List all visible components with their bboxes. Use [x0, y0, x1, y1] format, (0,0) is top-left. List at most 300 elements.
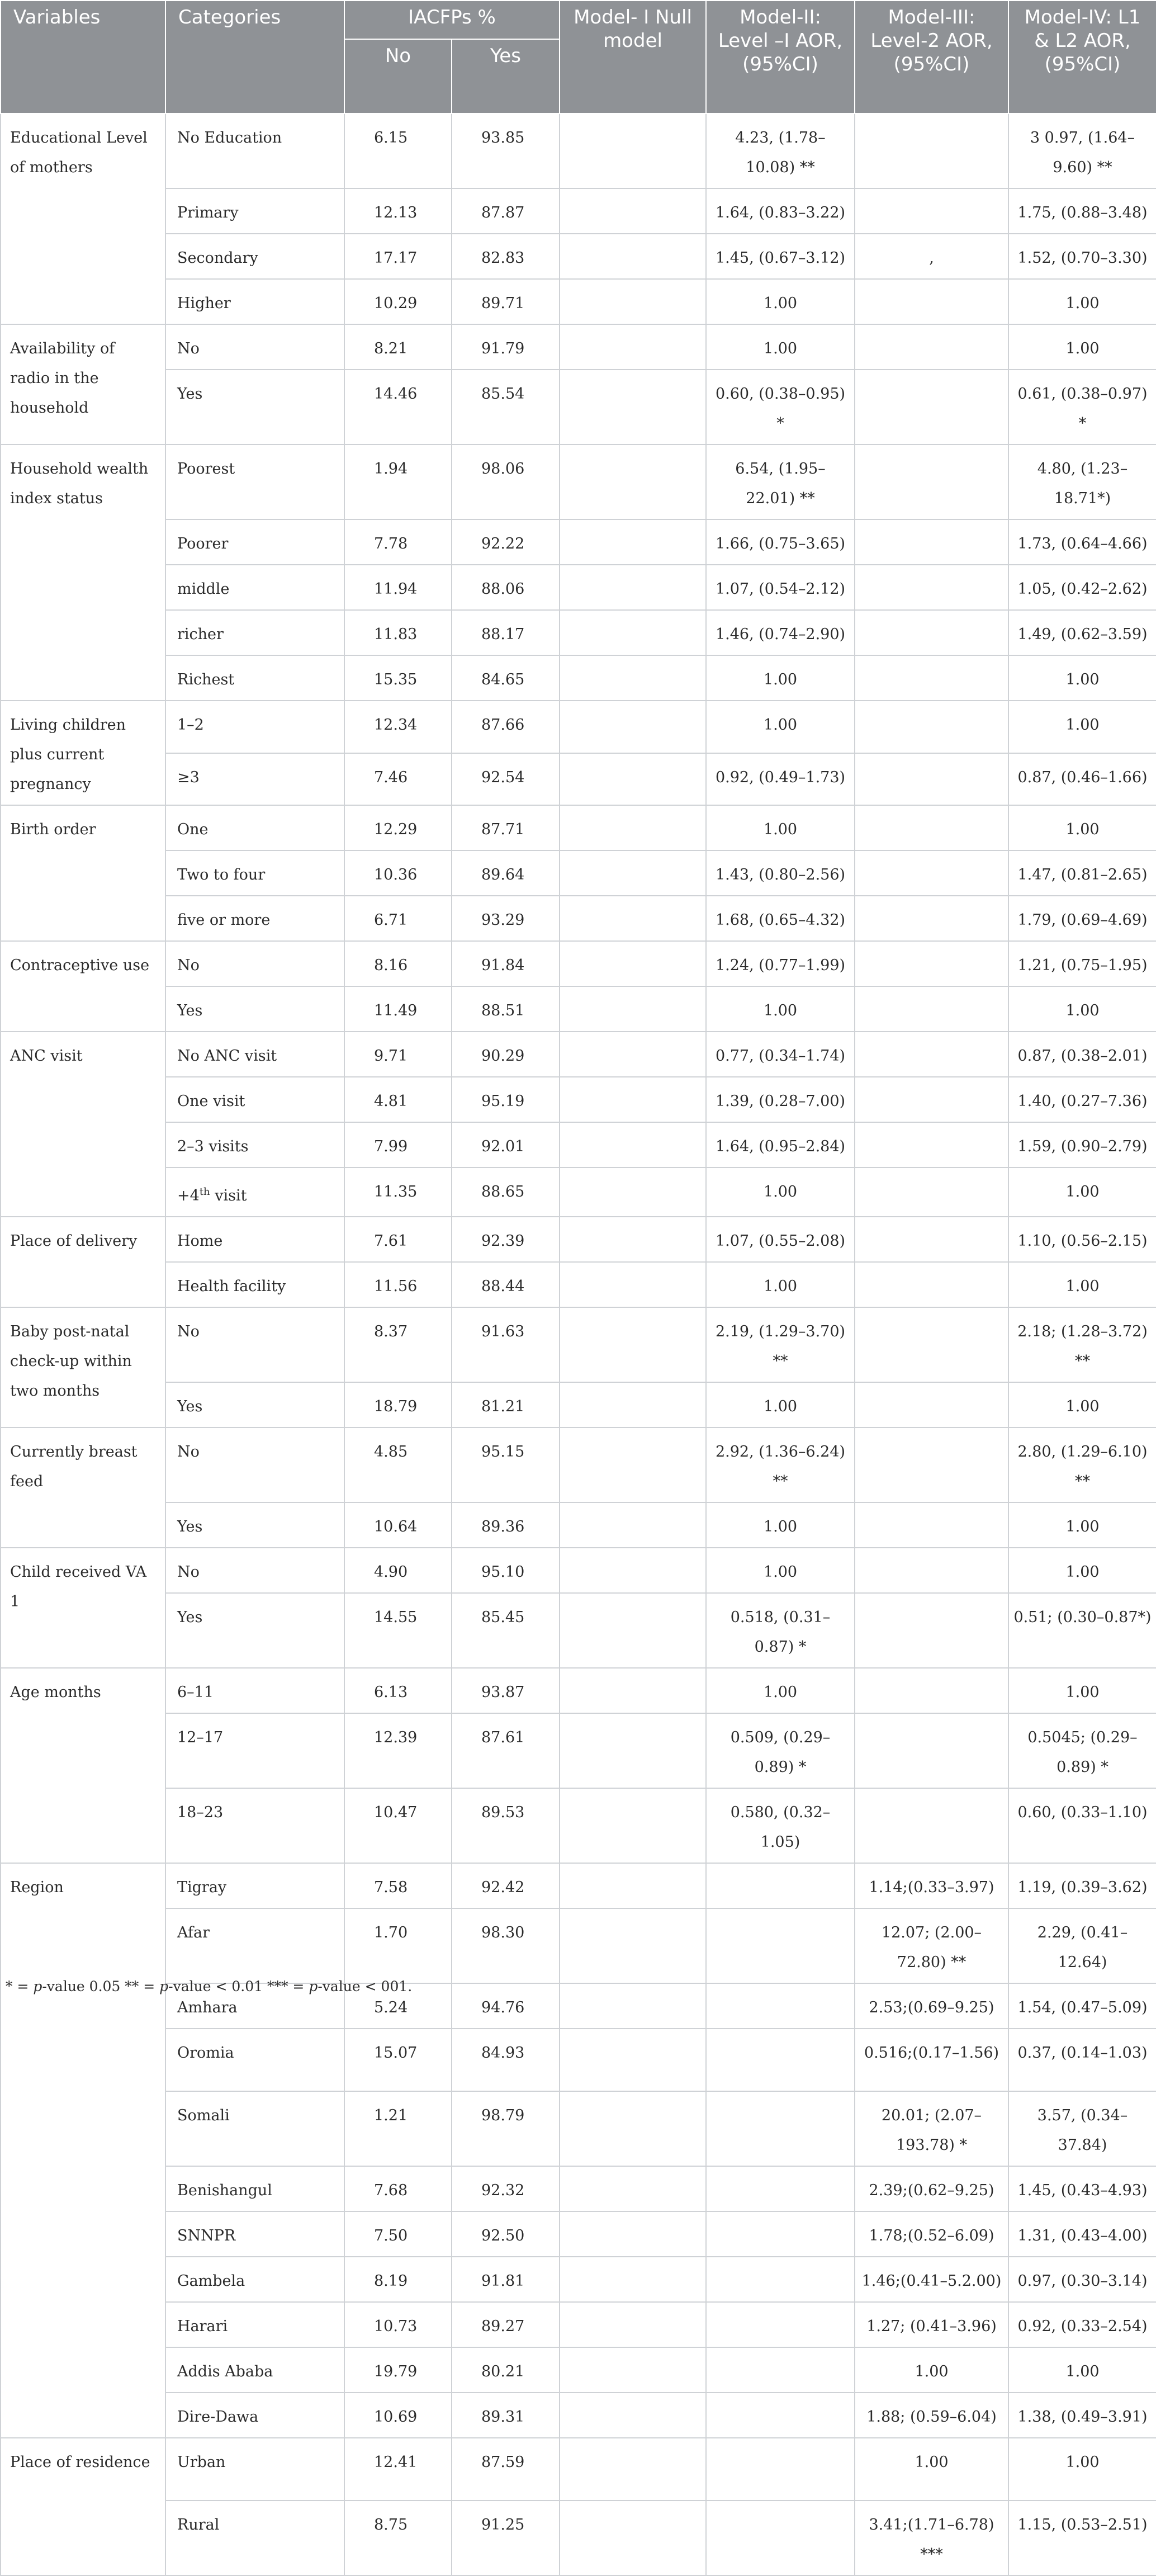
- table-row: [1, 805, 1156, 850]
- iacfps-yes-cell: 92.50: [452, 2211, 560, 2257]
- model-4-cell: 0.5045; (0.29–0.89) *: [1008, 1713, 1156, 1788]
- model-4-cell: 1.00: [1008, 1262, 1156, 1307]
- iacfps-yes-cell: 93.85: [452, 114, 560, 188]
- iacfps-no-cell: 7.61: [344, 1217, 452, 1262]
- iacfps-yes-cell: 92.42: [452, 1863, 560, 1908]
- model-3-cell: [855, 1307, 1008, 1382]
- model-4-cell: 1.00: [1008, 805, 1156, 850]
- variable-cell: Place of delivery: [1, 1217, 165, 1307]
- iacfps-no-cell: 18.79: [344, 1382, 452, 1428]
- model-2-cell: 0.92, (0.49–1.73): [706, 753, 855, 806]
- iacfps-no-cell: 15.35: [344, 655, 452, 701]
- iacfps-no-cell: 8.37: [344, 1307, 452, 1382]
- model-1-cell: [560, 655, 706, 701]
- model-1-cell: [560, 2302, 706, 2347]
- model-3-cell: [855, 1593, 1008, 1668]
- model-3-cell: 1.78;(0.52–6.09): [855, 2211, 1008, 2257]
- iacfps-yes-cell: 88.17: [452, 610, 560, 655]
- model-4-cell: 1.52, (0.70–3.30): [1008, 234, 1156, 279]
- iacfps-yes-cell: 90.29: [452, 1032, 560, 1077]
- model-2-cell: 1.00: [706, 701, 855, 753]
- model-2-cell: [706, 1983, 855, 2029]
- model-2-cell: 1.68, (0.65–4.32): [706, 896, 855, 941]
- model-2-cell: 0.60, (0.38–0.95) *: [706, 370, 855, 445]
- category-cell: Harari: [165, 2302, 344, 2347]
- table-row: [1, 234, 1156, 279]
- model-4-cell: 0.92, (0.33–2.54): [1008, 2302, 1156, 2347]
- category-cell: Yes: [165, 986, 344, 1032]
- iacfps-yes-cell: 91.81: [452, 2257, 560, 2302]
- model-1-cell: [560, 445, 706, 519]
- model-1-cell: [560, 188, 706, 234]
- model-1-cell: [560, 1032, 706, 1077]
- category-cell: Gambela: [165, 2257, 344, 2302]
- iacfps-no-cell: 10.64: [344, 1502, 452, 1548]
- iacfps-no-cell: 7.58: [344, 1863, 452, 1908]
- model-2-cell: 1.66, (0.75–3.65): [706, 519, 855, 565]
- model-1-cell: [560, 2091, 706, 2166]
- category-cell: Health facility: [165, 1262, 344, 1307]
- iacfps-yes-cell: 95.10: [452, 1548, 560, 1593]
- model-2-cell: 1.07, (0.55–2.08): [706, 1217, 855, 1262]
- iacfps-yes-cell: 89.36: [452, 1502, 560, 1548]
- iacfps-no-cell: 5.24: [344, 1983, 452, 2029]
- iacfps-yes-cell: 92.39: [452, 1217, 560, 1262]
- category-cell: [165, 1168, 344, 1217]
- table-row: [1, 1548, 1156, 1593]
- model-1-cell: [560, 753, 706, 806]
- model-3-cell: 2.53;(0.69–9.25): [855, 1983, 1008, 2029]
- header-row-1: [1, 1, 1156, 39]
- iacfps-no-cell: 11.49: [344, 986, 452, 1032]
- category-cell: Yes: [165, 1382, 344, 1428]
- model-2-cell: 0.509, (0.29–0.89) *: [706, 1713, 855, 1788]
- table-row: [1, 565, 1156, 610]
- category-cell: One visit: [165, 1077, 344, 1122]
- iacfps-no-cell: 1.70: [344, 1908, 452, 1983]
- category-cell: No Education: [165, 114, 344, 188]
- model-3-cell: [855, 1077, 1008, 1122]
- variable-cell: Educational Level of mothers: [1, 114, 165, 324]
- variable-cell: Region: [1, 1863, 165, 2438]
- model-3-cell: 20.01; (2.07– 193.78) *: [855, 2091, 1008, 2166]
- model-1-cell: [560, 324, 706, 370]
- category-text-tail: visit: [210, 1187, 247, 1204]
- table-row: [1, 701, 1156, 753]
- variable-cell: Currently breast feed: [1, 1428, 165, 1548]
- model-4-cell: 0.60, (0.33–1.10): [1008, 1788, 1156, 1863]
- iacfps-no-cell: 8.19: [344, 2257, 452, 2302]
- model-3-cell: [855, 1788, 1008, 1863]
- model-4-cell: 1.00: [1008, 1382, 1156, 1428]
- model-4-cell: 1.00: [1008, 986, 1156, 1032]
- model-1-cell: [560, 565, 706, 610]
- iacfps-no-cell: 11.56: [344, 1262, 452, 1307]
- model-2-cell: 1.00: [706, 279, 855, 324]
- model-3-cell: [855, 565, 1008, 610]
- iacfps-yes-cell: 93.29: [452, 896, 560, 941]
- iacfps-yes-cell: 89.31: [452, 2393, 560, 2438]
- model-2-cell: [706, 2091, 855, 2166]
- header-yes: Yes: [452, 39, 560, 114]
- model-4-cell: 1.00: [1008, 324, 1156, 370]
- model-1-cell: [560, 2257, 706, 2302]
- iacfps-no-cell: 12.29: [344, 805, 452, 850]
- table-row: [1, 2438, 1156, 2501]
- category-cell: Home: [165, 1217, 344, 1262]
- model-2-cell: 1.46, (0.74–2.90): [706, 610, 855, 655]
- table-row: [1, 2091, 1156, 2166]
- table-row: [1, 445, 1156, 519]
- model-1-cell: [560, 1668, 706, 1713]
- category-cell: No: [165, 324, 344, 370]
- footnote: * = p-value 0.05 ** = p-value < 0.01 *** = p-value < 001.: [6, 1978, 413, 1994]
- model-2-cell: 6.54, (1.95–22.01) **: [706, 445, 855, 519]
- category-cell: Two to four: [165, 850, 344, 896]
- iacfps-yes-cell: 87.66: [452, 701, 560, 753]
- model-1-cell: [560, 2393, 706, 2438]
- model-4-cell: 0.51; (0.30–0.87*): [1008, 1593, 1156, 1668]
- model-1-cell: [560, 610, 706, 655]
- category-cell: 1–2: [165, 701, 344, 753]
- model-2-cell: 0.518, (0.31–0.87) *: [706, 1593, 855, 1668]
- table-row: [1, 753, 1156, 806]
- model-3-cell: [855, 324, 1008, 370]
- iacfps-no-cell: 12.41: [344, 2438, 452, 2501]
- iacfps-no-cell: 10.73: [344, 2302, 452, 2347]
- model-3-cell: 12.07; (2.00–72.80) **: [855, 1908, 1008, 1983]
- category-cell: No: [165, 1548, 344, 1593]
- table-row: [1, 1788, 1156, 1863]
- model-2-cell: 1.00: [706, 805, 855, 850]
- model-1-cell: [560, 279, 706, 324]
- iacfps-no-cell: 10.47: [344, 1788, 452, 1863]
- model-2-cell: 1.00: [706, 1382, 855, 1428]
- model-1-cell: [560, 2501, 706, 2575]
- category-cell: Richest: [165, 655, 344, 701]
- model-2-cell: 1.00: [706, 1668, 855, 1713]
- model-2-cell: [706, 2029, 855, 2091]
- model-4-cell: 1.00: [1008, 2347, 1156, 2393]
- model-2-cell: 2.92, (1.36–6.24) **: [706, 1428, 855, 1502]
- model-2-cell: 1.45, (0.67–3.12): [706, 234, 855, 279]
- model-3-cell: [855, 1713, 1008, 1788]
- model-4-cell: 1.00: [1008, 1168, 1156, 1217]
- iacfps-no-cell: 12.34: [344, 701, 452, 753]
- table-row: [1, 1863, 1156, 1908]
- iacfps-yes-cell: 88.06: [452, 565, 560, 610]
- category-cell: Secondary: [165, 234, 344, 279]
- model-1-cell: [560, 1217, 706, 1262]
- iacfps-yes-cell: 85.54: [452, 370, 560, 445]
- model-1-cell: [560, 1122, 706, 1168]
- category-cell: No: [165, 1307, 344, 1382]
- model-1-cell: [560, 701, 706, 753]
- model-3-cell: ,: [855, 234, 1008, 279]
- model-4-cell: 0.87, (0.46–1.66): [1008, 753, 1156, 806]
- table-row: [1, 655, 1156, 701]
- category-cell: No: [165, 1428, 344, 1502]
- iacfps-yes-cell: 80.21: [452, 2347, 560, 2393]
- model-4-cell: 1.00: [1008, 1548, 1156, 1593]
- category-cell: One: [165, 805, 344, 850]
- model-4-cell: 3.57, (0.34–37.84): [1008, 2091, 1156, 2166]
- category-cell: Yes: [165, 1593, 344, 1668]
- model-3-cell: [855, 753, 1008, 806]
- model-4-cell: 2.18; (1.28–3.72) **: [1008, 1307, 1156, 1382]
- model-2-cell: [706, 1863, 855, 1908]
- category-cell: Somali: [165, 2091, 344, 2166]
- variable-cell: Baby post-natal check-up within two months: [1, 1307, 165, 1428]
- model-3-cell: 3.41;(1.71–6.78) ***: [855, 2501, 1008, 2575]
- model-1-cell: [560, 1593, 706, 1668]
- model-1-cell: [560, 1863, 706, 1908]
- header-model-1: Model- I Null model: [560, 1, 706, 114]
- iacfps-no-cell: 12.39: [344, 1713, 452, 1788]
- table-row: [1, 279, 1156, 324]
- variable-cell: Household wealth index status: [1, 445, 165, 701]
- table-row: [1, 1502, 1156, 1548]
- iacfps-yes-cell: 84.93: [452, 2029, 560, 2091]
- category-cell: Oromia: [165, 2029, 344, 2091]
- iacfps-no-cell: 9.71: [344, 1032, 452, 1077]
- table-row: [1, 2166, 1156, 2211]
- category-cell: 12–17: [165, 1713, 344, 1788]
- model-1-cell: [560, 2438, 706, 2501]
- model-3-cell: 1.00: [855, 2347, 1008, 2393]
- model-4-cell: 1.00: [1008, 1668, 1156, 1713]
- model-2-cell: 1.00: [706, 1502, 855, 1548]
- model-1-cell: [560, 370, 706, 445]
- iacfps-yes-cell: 89.53: [452, 1788, 560, 1863]
- table-row: [1, 370, 1156, 445]
- model-4-cell: 1.38, (0.49–3.91): [1008, 2393, 1156, 2438]
- model-1-cell: [560, 1908, 706, 1983]
- model-4-cell: 1.31, (0.43–4.00): [1008, 2211, 1156, 2257]
- iacfps-no-cell: 4.90: [344, 1548, 452, 1593]
- model-3-cell: 1.14;(0.33–3.97): [855, 1863, 1008, 1908]
- iacfps-no-cell: 7.78: [344, 519, 452, 565]
- model-4-cell: 1.19, (0.39–3.62): [1008, 1863, 1156, 1908]
- model-1-cell: [560, 1168, 706, 1217]
- table-row: [1, 1668, 1156, 1713]
- header-no: No: [344, 39, 452, 114]
- iacfps-yes-cell: 82.83: [452, 234, 560, 279]
- model-2-cell: 1.07, (0.54–2.12): [706, 565, 855, 610]
- iacfps-no-cell: 11.83: [344, 610, 452, 655]
- model-1-cell: [560, 1382, 706, 1428]
- model-3-cell: [855, 1428, 1008, 1502]
- model-4-cell: 0.87, (0.38–2.01): [1008, 1032, 1156, 1077]
- model-4-cell: 1.10, (0.56–2.15): [1008, 1217, 1156, 1262]
- model-1-cell: [560, 850, 706, 896]
- iacfps-yes-cell: 98.30: [452, 1908, 560, 1983]
- category-cell: 6–11: [165, 1668, 344, 1713]
- model-3-cell: [855, 1262, 1008, 1307]
- iacfps-no-cell: 15.07: [344, 2029, 452, 2091]
- model-3-cell: [855, 1382, 1008, 1428]
- model-2-cell: 1.00: [706, 655, 855, 701]
- iacfps-yes-cell: 88.51: [452, 986, 560, 1032]
- category-cell: Poorer: [165, 519, 344, 565]
- category-cell: Poorest: [165, 445, 344, 519]
- variable-cell: Age months: [1, 1668, 165, 1863]
- model-4-cell: 0.97, (0.30–3.14): [1008, 2257, 1156, 2302]
- header-model-3: Model-III: Level-2 AOR, (95%CI): [855, 1, 1008, 114]
- variable-cell: Child received VA 1: [1, 1548, 165, 1668]
- table-row: [1, 610, 1156, 655]
- model-4-cell: 1.75, (0.88–3.48): [1008, 188, 1156, 234]
- model-3-cell: 1.27; (0.41–3.96): [855, 2302, 1008, 2347]
- model-2-cell: 1.00: [706, 324, 855, 370]
- model-4-cell: 1.00: [1008, 701, 1156, 753]
- iacfps-no-cell: 7.99: [344, 1122, 452, 1168]
- table-row: [1, 1713, 1156, 1788]
- table-row: [1, 2029, 1156, 2091]
- table-row: [1, 1593, 1156, 1668]
- model-1-cell: [560, 519, 706, 565]
- model-4-cell: 1.40, (0.27–7.36): [1008, 1077, 1156, 1122]
- iacfps-yes-cell: 87.59: [452, 2438, 560, 2501]
- iacfps-yes-cell: 93.87: [452, 1668, 560, 1713]
- model-2-cell: 1.24, (0.77–1.99): [706, 941, 855, 986]
- table-row: [1, 896, 1156, 941]
- variable-cell: Living children plus current pregnancy: [1, 701, 165, 805]
- model-2-cell: [706, 2438, 855, 2501]
- category-cell: Yes: [165, 370, 344, 445]
- model-1-cell: [560, 986, 706, 1032]
- model-3-cell: [855, 445, 1008, 519]
- header-iacfps: IACFPs %: [344, 1, 560, 39]
- iacfps-yes-cell: 95.19: [452, 1077, 560, 1122]
- table-row: [1, 1077, 1156, 1122]
- model-1-cell: [560, 1788, 706, 1863]
- iacfps-yes-cell: 87.61: [452, 1713, 560, 1788]
- model-4-cell: 1.47, (0.81–2.65): [1008, 850, 1156, 896]
- model-1-cell: [560, 234, 706, 279]
- model-1-cell: [560, 1428, 706, 1502]
- model-3-cell: [855, 850, 1008, 896]
- model-4-cell: 1.79, (0.69–4.69): [1008, 896, 1156, 941]
- category-cell: middle: [165, 565, 344, 610]
- variable-cell: Place of residence: [1, 2438, 165, 2575]
- table-row: [1, 850, 1156, 896]
- model-2-cell: 4.23, (1.78–10.08) **: [706, 114, 855, 188]
- model-4-cell: 1.00: [1008, 279, 1156, 324]
- model-2-cell: 1.00: [706, 986, 855, 1032]
- model-2-cell: 2.19, (1.29–3.70) **: [706, 1307, 855, 1382]
- variable-cell: Contraceptive use: [1, 941, 165, 1032]
- table-row: [1, 519, 1156, 565]
- iacfps-yes-cell: 81.21: [452, 1382, 560, 1428]
- model-2-cell: [706, 2393, 855, 2438]
- model-2-cell: 1.00: [706, 1548, 855, 1593]
- model-2-cell: 0.77, (0.34–1.74): [706, 1032, 855, 1077]
- model-4-cell: 1.05, (0.42–2.62): [1008, 565, 1156, 610]
- model-1-cell: [560, 941, 706, 986]
- model-1-cell: [560, 1983, 706, 2029]
- iacfps-yes-cell: 91.25: [452, 2501, 560, 2575]
- model-4-cell: 1.21, (0.75–1.95): [1008, 941, 1156, 986]
- table-row: [1, 1307, 1156, 1382]
- table-row: [1, 188, 1156, 234]
- category-cell: Primary: [165, 188, 344, 234]
- model-3-cell: [855, 519, 1008, 565]
- header-model-4: Model-IV: L1 & L2 AOR, (95%CI): [1008, 1, 1156, 114]
- iacfps-no-cell: 10.36: [344, 850, 452, 896]
- model-1-cell: [560, 2347, 706, 2393]
- model-3-cell: [855, 1122, 1008, 1168]
- category-cell: five or more: [165, 896, 344, 941]
- iacfps-yes-cell: 91.79: [452, 324, 560, 370]
- iacfps-yes-cell: 98.79: [452, 2091, 560, 2166]
- iacfps-yes-cell: 92.32: [452, 2166, 560, 2211]
- iacfps-no-cell: 7.46: [344, 753, 452, 806]
- iacfps-no-cell: 11.94: [344, 565, 452, 610]
- iacfps-no-cell: 19.79: [344, 2347, 452, 2393]
- model-4-cell: 1.45, (0.43–4.93): [1008, 2166, 1156, 2211]
- table-row: [1, 1382, 1156, 1428]
- iacfps-no-cell: 11.35: [344, 1168, 452, 1217]
- table-row: [1, 1032, 1156, 1077]
- variable-cell: Birth order: [1, 805, 165, 941]
- iacfps-no-cell: 6.13: [344, 1668, 452, 1713]
- category-cell: Yes: [165, 1502, 344, 1548]
- model-1-cell: [560, 2166, 706, 2211]
- model-3-cell: 1.46;(0.41–5.2.00): [855, 2257, 1008, 2302]
- category-cell: Tigray: [165, 1863, 344, 1908]
- model-3-cell: 1.88; (0.59–6.04): [855, 2393, 1008, 2438]
- table-row: [1, 2393, 1156, 2438]
- variable-cell: ANC visit: [1, 1032, 165, 1217]
- model-3-cell: [855, 1168, 1008, 1217]
- table-row: [1, 1262, 1156, 1307]
- variable-cell: Availability of radio in the household: [1, 324, 165, 445]
- iacfps-yes-cell: 94.76: [452, 1983, 560, 2029]
- model-1-cell: [560, 114, 706, 188]
- model-2-cell: 1.64, (0.95–2.84): [706, 1122, 855, 1168]
- category-cell: No: [165, 941, 344, 986]
- model-2-cell: 1.39, (0.28–7.00): [706, 1077, 855, 1122]
- model-2-cell: [706, 2166, 855, 2211]
- model-2-cell: [706, 2501, 855, 2575]
- model-2-cell: 1.64, (0.83–3.22): [706, 188, 855, 234]
- model-4-cell: 4.80, (1.23–18.71*): [1008, 445, 1156, 519]
- category-cell: Urban: [165, 2438, 344, 2501]
- iacfps-no-cell: 10.69: [344, 2393, 452, 2438]
- table-row: [1, 2347, 1156, 2393]
- table-row: [1, 1428, 1156, 1502]
- model-2-cell: 1.00: [706, 1168, 855, 1217]
- iacfps-no-cell: 12.13: [344, 188, 452, 234]
- category-cell: Rural: [165, 2501, 344, 2575]
- table-row: [1, 2501, 1156, 2575]
- model-2-cell: [706, 1908, 855, 1983]
- table-row: [1, 2211, 1156, 2257]
- table-row: [1, 1908, 1156, 1983]
- model-4-cell: 2.29, (0.41–12.64): [1008, 1908, 1156, 1983]
- category-superscript: th: [199, 1186, 210, 1198]
- iacfps-yes-cell: 95.15: [452, 1428, 560, 1502]
- header-variables: Variables: [1, 1, 165, 114]
- iacfps-no-cell: 10.29: [344, 279, 452, 324]
- category-cell: SNNPR: [165, 2211, 344, 2257]
- model-3-cell: [855, 114, 1008, 188]
- model-1-cell: [560, 1502, 706, 1548]
- category-cell: 2–3 visits: [165, 1122, 344, 1168]
- table-row: [1, 2257, 1156, 2302]
- model-4-cell: 0.61, (0.38–0.97) *: [1008, 370, 1156, 445]
